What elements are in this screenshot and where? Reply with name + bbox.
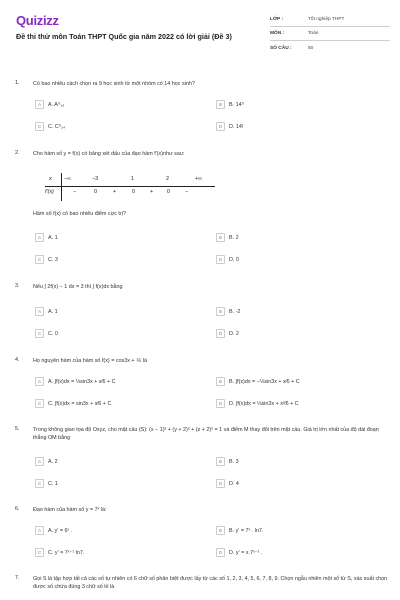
question-number: 6.: [15, 506, 20, 512]
option-text: D. 14!: [229, 123, 244, 130]
option-letter: A: [35, 100, 44, 109]
question-number: 4.: [15, 357, 20, 363]
meta-value: Toán: [308, 31, 319, 36]
option-letter: C: [35, 399, 44, 408]
option-letter: B: [216, 233, 225, 242]
question-number: 1.: [15, 80, 20, 86]
meta-table: [270, 13, 390, 55]
question-text: Gọi S là tập hợp tất cả các số tự nhiên có 6 chữ số phân biệt được lấy từ các số 1, 2, 3, 4, 5, 6, 7, 8, 9. Chọn ngẫu nhiên một số từ S, xác suất chọn được số chứa đúng 3 chữ số lẻ là: [33, 576, 388, 590]
x-value: 1: [131, 176, 134, 182]
option-letter: A: [35, 233, 44, 242]
option-text: B. ∫f(x)dx = −⅓sin3x + x⁄6 + C: [229, 378, 300, 385]
option-a[interactable]: [35, 99, 64, 110]
option-c[interactable]: [35, 478, 58, 489]
option-letter: B: [216, 307, 225, 316]
option-letter: B: [216, 100, 225, 109]
question-number: 3.: [15, 283, 20, 289]
option-text: B. y' = 7ˣ . ln7.: [229, 527, 264, 534]
sign-value: 0: [167, 189, 170, 195]
option-c[interactable]: [35, 254, 58, 265]
option-text: C. ∫f(x)dx = sin3x + x⁄6 + C: [48, 400, 112, 407]
question-number: 5.: [15, 426, 20, 432]
x-value: −∞: [64, 176, 71, 182]
option-letter: C: [35, 479, 44, 488]
option-a[interactable]: [35, 376, 116, 387]
question-text: Cho hàm số y = f(x) có bảng xét dấu của đạo hàm f'(x)như sau:: [33, 151, 185, 157]
option-a[interactable]: [35, 525, 72, 536]
option-letter: C: [35, 122, 44, 131]
sign-table: [45, 173, 215, 201]
option-letter: A: [35, 377, 44, 386]
option-letter: C: [35, 255, 44, 264]
option-d[interactable]: [216, 547, 262, 558]
option-text: C. 3: [48, 256, 58, 263]
option-text: D. y' = x.7ˣ⁻¹ .: [229, 549, 263, 556]
meta-row-class: [270, 13, 390, 27]
meta-key: MÔN :: [270, 31, 285, 36]
question-number: 7.: [15, 575, 20, 581]
meta-row-count: [270, 41, 390, 55]
option-a[interactable]: [35, 232, 58, 243]
option-text: B. -2: [229, 308, 241, 315]
option-text: C. 1: [48, 480, 58, 487]
option-letter: A: [35, 307, 44, 316]
option-a[interactable]: [35, 306, 58, 317]
option-d[interactable]: [216, 121, 243, 132]
option-text: C. C⁹₁₄: [48, 123, 66, 130]
table-divider: [61, 173, 62, 201]
table-divider: [45, 186, 215, 187]
meta-row-subject: [270, 27, 390, 41]
sign-value: +: [150, 189, 154, 195]
option-text: D. 4: [229, 480, 239, 487]
question-text: Nếu ∫ 2f(x) − 1 dx = 3 thì ∫ f(x)dx bằng: [33, 284, 123, 290]
option-text: D. ∫f(x)dx = ⅓sin3x + x²⁄6 + C: [229, 400, 299, 407]
option-c[interactable]: [35, 547, 84, 558]
option-d[interactable]: [216, 328, 239, 339]
option-text: D. 0: [229, 256, 239, 263]
option-letter: A: [35, 457, 44, 466]
option-text: B. 3: [229, 458, 239, 465]
option-b[interactable]: [216, 376, 300, 387]
x-value: +∞: [195, 176, 202, 182]
option-text: A. 1: [48, 308, 58, 315]
x-value: 2: [166, 176, 169, 182]
option-text: C. y' = 7ˣ⁻¹ ln7.: [48, 549, 85, 556]
option-letter: D: [216, 399, 225, 408]
meta-value: Tốt nghiệp THPT: [308, 17, 345, 22]
sign-value: 0: [94, 189, 97, 195]
question-text: Đạo hàm của hàm số y = 7ˣ là:: [33, 507, 107, 513]
option-letter: B: [216, 526, 225, 535]
option-b[interactable]: [216, 456, 239, 467]
option-text: B. 14⁹: [229, 101, 244, 108]
x-value: −3: [92, 176, 99, 182]
question-text: Họ nguyên hàm của hàm số f(x) = cos3x + ⅙ là: [33, 358, 147, 364]
option-c[interactable]: [35, 121, 65, 132]
sign-value: −: [185, 189, 189, 195]
sign-value: +: [113, 189, 117, 195]
option-letter: C: [35, 548, 44, 557]
worksheet-header: [0, 0, 400, 62]
option-d[interactable]: [216, 254, 239, 265]
option-letter: D: [216, 122, 225, 131]
option-d[interactable]: [216, 478, 239, 489]
meta-value: 50: [308, 45, 314, 51]
option-c[interactable]: [35, 328, 58, 339]
option-c[interactable]: [35, 398, 111, 409]
question-subtext: Hàm số f(x) có bao nhiêu điểm cực trị?: [33, 211, 126, 217]
option-text: A. 2: [48, 458, 58, 465]
option-text: C. 0: [48, 330, 58, 337]
meta-key: SỐ CÂU :: [270, 45, 292, 51]
document-title: Đề thi thử môn Toán THPT Quốc gia năm 2022 có lời giải (Đề 3): [16, 32, 232, 41]
option-letter: B: [216, 457, 225, 466]
option-letter: D: [216, 329, 225, 338]
option-d[interactable]: [216, 398, 299, 409]
option-text: A. 1: [48, 234, 58, 241]
option-letter: B: [216, 377, 225, 386]
option-letter: C: [35, 329, 44, 338]
option-b[interactable]: [216, 306, 240, 317]
option-letter: A: [35, 526, 44, 535]
sign-value: 0: [132, 189, 135, 195]
sign-table-x-label: x: [49, 176, 52, 182]
sign-value: −: [73, 189, 77, 195]
option-b[interactable]: [216, 525, 263, 536]
option-b[interactable]: [216, 99, 244, 110]
question-text: Trong không gian tọa độ Oxyz, cho mặt cầu (S): (x − 1)² + (y + 2)² + (z + 2)² = 1 và điểm M thay đổi trên mặt cầu. Giá trị lớn nhất của độ dài đoạn thẳng OM bằng: [33, 427, 379, 441]
question-text: Có bao nhiêu cách chọn ra 9 học sinh từ một nhóm có 14 học sinh?: [33, 81, 195, 87]
option-letter: D: [216, 479, 225, 488]
option-text: A. y' = 6ˣ .: [48, 527, 73, 534]
option-text: A. ∫f(x)dx = ⅓sin3x + x⁄6 + C: [48, 378, 116, 385]
quizizz-logo: Quizizz: [16, 13, 59, 28]
sign-table-derivative-label: f'(x): [45, 189, 54, 195]
option-text: D. 2: [229, 330, 239, 337]
option-letter: D: [216, 548, 225, 557]
meta-key: LỚP :: [270, 17, 284, 22]
option-text: B. 2: [229, 234, 239, 241]
question-number: 2.: [15, 150, 20, 156]
option-text: A. A⁹₁₄: [48, 101, 65, 108]
option-a[interactable]: [35, 456, 58, 467]
option-b[interactable]: [216, 232, 239, 243]
option-letter: D: [216, 255, 225, 264]
